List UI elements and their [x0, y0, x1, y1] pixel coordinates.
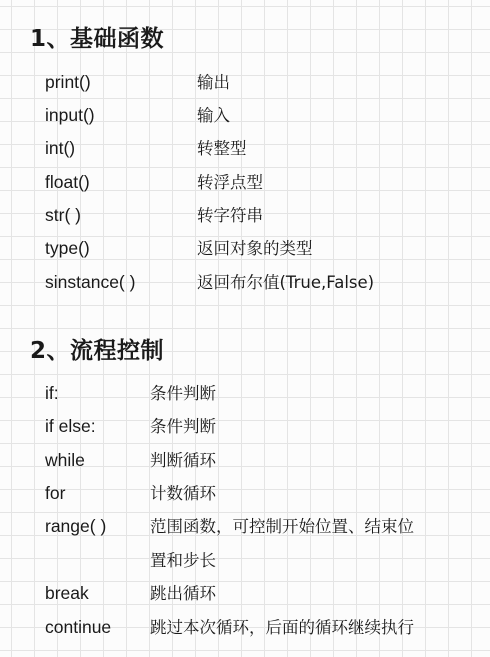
function-description: 返回布尔值(True,False)	[197, 273, 375, 292]
function-name: int()	[45, 138, 76, 158]
keyword-name: break	[45, 583, 89, 603]
keyword-description-continuation: 置和步长	[150, 551, 216, 570]
function-description: 输入	[197, 106, 230, 125]
keyword-description: 范围函数，可控制开始位置、结束位	[150, 517, 414, 536]
keyword-description: 跳出循环	[150, 584, 216, 603]
function-name: float()	[45, 172, 90, 192]
function-name: print()	[45, 72, 91, 92]
keyword-description: 计数循环	[150, 484, 216, 503]
keyword-name: continue	[45, 617, 112, 637]
function-description: 返回对象的类型	[197, 239, 313, 258]
function-name: str( )	[45, 205, 81, 225]
function-name: type()	[45, 238, 90, 258]
keyword-description: 条件判断	[150, 417, 216, 436]
keyword-description: 条件判断	[150, 384, 216, 403]
function-name: input()	[45, 105, 95, 125]
keyword-name: for	[45, 483, 66, 503]
keyword-name: while	[45, 450, 85, 470]
keyword-description: 判断循环	[150, 451, 216, 470]
function-description: 转浮点型	[197, 173, 263, 192]
function-description: 转整型	[197, 139, 247, 158]
function-description: 转字符串	[197, 206, 263, 225]
function-name: sinstance( )	[45, 272, 136, 292]
section-title-flow-control: 2、流程控制	[30, 338, 165, 364]
keyword-description: 跳过本次循环，后面的循环继续执行	[150, 618, 414, 637]
keyword-name: if else:	[45, 416, 96, 436]
section-title-basic-functions: 1、基础函数	[30, 26, 165, 52]
keyword-name: range( )	[45, 516, 107, 536]
keyword-name: if:	[45, 383, 59, 403]
function-description: 输出	[197, 73, 230, 92]
